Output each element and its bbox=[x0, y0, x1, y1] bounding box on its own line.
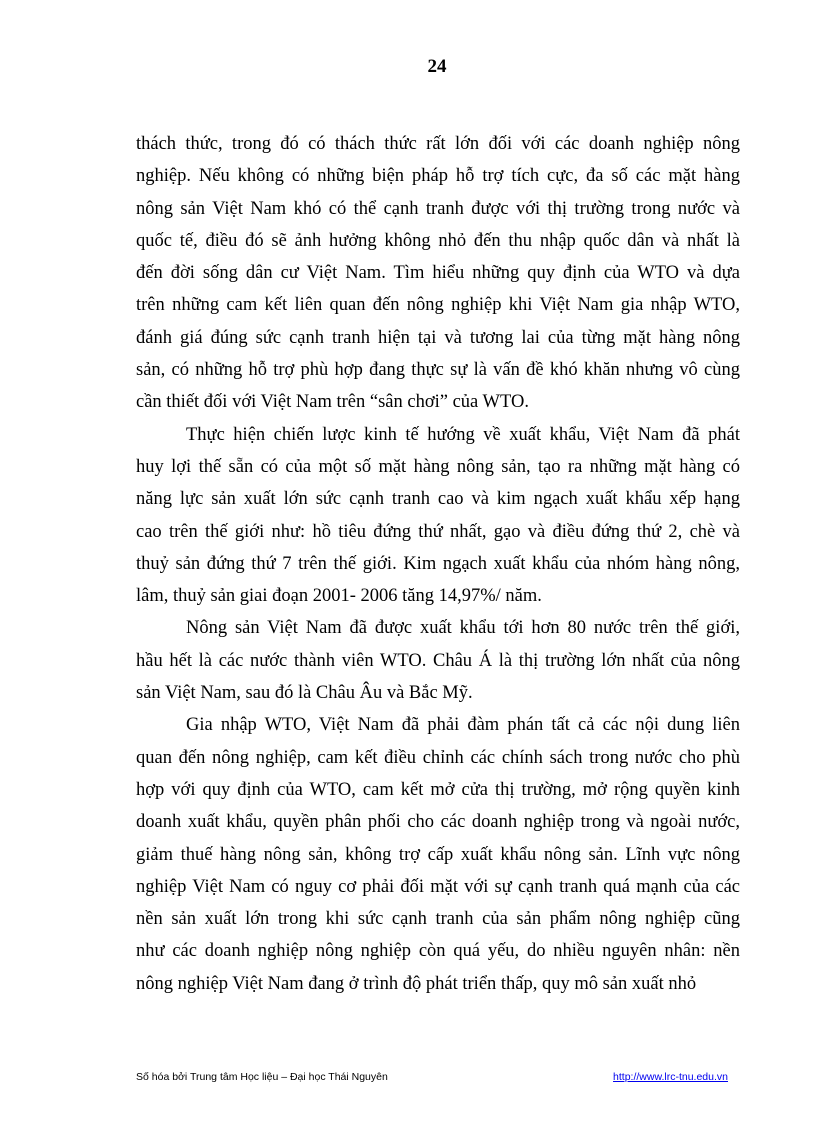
text-line: thách thức, trong đó có thách thức rất lớn đối với các doanh nghiệp nông bbox=[136, 134, 740, 154]
paragraph-3 bbox=[136, 612, 740, 709]
text-line: sản, có những hỗ trợ phù hợp đang thực sự là vấn đề khó khăn nhưng vô cùng bbox=[136, 360, 740, 381]
text-line: lâm, thuỷ sản giai đoạn 2001- 2006 tăng 14,97%/ năm. bbox=[136, 586, 542, 607]
text-line: sản Việt Nam, sau đó là Châu Âu và Bắc Mỹ. bbox=[136, 683, 473, 704]
footer-credit: Số hóa bởi Trung tâm Học liệu – Đại học Thái Nguyên bbox=[136, 1071, 388, 1083]
footer-link[interactable]: http://www.lrc-tnu.edu.vn bbox=[613, 1071, 728, 1083]
text-line: quan đến nông nghiệp, cam kết điều chỉnh các chính sách trong nước cho phù bbox=[136, 747, 740, 768]
text-line: nông nghiệp Việt Nam đang ở trình độ phát triển thấp, quy mô sản xuất nhỏ bbox=[136, 973, 697, 994]
text-line: nền sản xuất lớn trong khi sức cạnh tranh của sản phẩm nông nghiệp cũng bbox=[136, 909, 740, 930]
text-line: đánh giá đúng sức cạnh tranh hiện tại và tương lai của từng mặt hàng nông bbox=[136, 327, 740, 348]
text-line: hợp với quy định của WTO, cam kết mở cửa thị trường, mở rộng quyền kinh bbox=[136, 779, 740, 800]
text-line: nông sản Việt Nam khó có thể cạnh tranh được với thị trường trong nước và bbox=[136, 198, 740, 219]
text-line: Thực hiện chiến lược kinh tế hướng về xuất khẩu, Việt Nam đã phát bbox=[186, 424, 740, 445]
text-line: như các doanh nghiệp nông nghiệp còn quá yếu, do nhiều nguyên nhân: nền bbox=[136, 941, 740, 962]
text-line: huy lợi thế sẵn có của một số mặt hàng nông sản, tạo ra những mặt hàng có bbox=[136, 456, 740, 477]
page-number: 24 bbox=[427, 56, 447, 77]
text-line: thuỷ sản đứng thứ 7 trên thế giới. Kim ngạch xuất khẩu của nhóm hàng nông, bbox=[136, 553, 740, 574]
text-line: trên những cam kết liên quan đến nông nghiệp khi Việt Nam gia nhập WTO, bbox=[136, 295, 740, 316]
text-line: nghiệp. Nếu không có những biện pháp hỗ trợ tích cực, đa số các mặt hàng bbox=[136, 166, 740, 187]
text-line: Gia nhập WTO, Việt Nam đã phải đàm phán tất cả các nội dung liên bbox=[186, 715, 740, 736]
text-line: cần thiết đối với Việt Nam trên “sân chơi” của WTO. bbox=[136, 392, 529, 413]
text-line: đến đời sống dân cư Việt Nam. Tìm hiểu những quy định của WTO và dựa bbox=[136, 263, 740, 284]
text-line: cao trên thế giới như: hồ tiêu đứng thứ nhất, gạo và điều đứng thứ 2, chè và bbox=[136, 521, 740, 542]
text-line: hầu hết là các nước thành viên WTO. Châu Á là thị trường lớn nhất của nông bbox=[136, 650, 740, 671]
paragraph-1 bbox=[136, 128, 740, 419]
text-line: doanh xuất khẩu, quyền phân phối cho các doanh nghiệp trong và ngoài nước, bbox=[136, 812, 740, 833]
body-text bbox=[136, 128, 740, 1000]
text-line: Nông sản Việt Nam đã được xuất khẩu tới hơn 80 nước trên thế giới, bbox=[186, 618, 740, 639]
text-line: năng lực sản xuất lớn sức cạnh tranh cao và kim ngạch xuất khẩu xếp hạng bbox=[136, 489, 740, 510]
paragraph-2 bbox=[136, 419, 740, 613]
text-line: giảm thuế hàng nông sản, không trợ cấp xuất khẩu nông sản. Lĩnh vực nông bbox=[136, 844, 740, 865]
text-line: quốc tế, điều đó sẽ ảnh hưởng không nhỏ đến thu nhập quốc dân và nhất là bbox=[136, 230, 740, 251]
paragraph-4 bbox=[136, 709, 740, 1000]
text-line: nghiệp Việt Nam có nguy cơ phải đối mặt với sự cạnh tranh quá mạnh của các bbox=[136, 876, 740, 897]
